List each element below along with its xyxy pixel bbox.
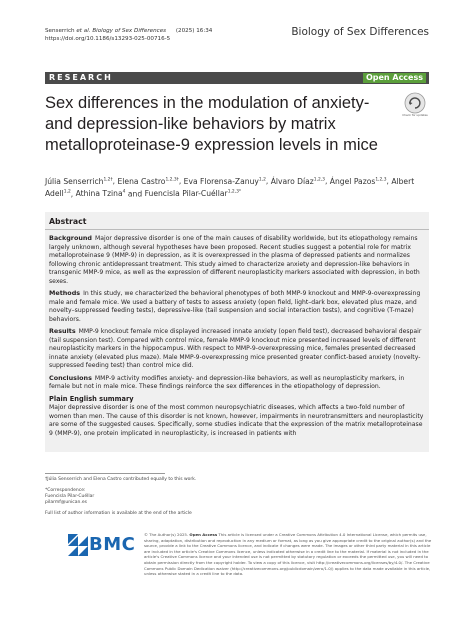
author-name-text: Ángel Pazos <box>329 176 376 186</box>
author-affiliation-sup: 1,2† <box>103 177 113 182</box>
license-text <box>144 532 432 577</box>
author-affiliation-sup: 1,2,3† <box>165 177 179 182</box>
footnotes <box>45 477 245 517</box>
check-for-updates-button[interactable] <box>402 92 428 117</box>
cite-et-al: et al. <box>76 28 91 34</box>
author-affiliation-sup: 1,2 <box>63 189 71 195</box>
correspondence-email[interactable]: pilarmf@unican.es <box>45 500 87 505</box>
article-type-label: RESEARCH <box>49 73 113 82</box>
correspondence-label: *Correspondence: <box>45 488 86 493</box>
author-name-text: Fuencisla Pilar-Cuéllar <box>144 189 228 199</box>
section-banner <box>45 72 429 84</box>
author-info-note: Full list of author information is available at the end of the article <box>45 511 192 516</box>
doi-link[interactable]: https://doi.org/10.1186/s13293-025-00716-5 <box>45 36 171 42</box>
license-body: This article is licensed under a Creative Commons Attribution 4.0 International License, which permits use, sharing, adaptation, distribution and reproduction in any medium or format, as long as you give appropriate credit to the original author(s) and the source, provide a link to the Creative Commons licence, and indicate if changes were made. The images or other third party material in this article are included in the article's Creative Commons licence, unless indicated otherwise in a credit line to the material. If material is not included in the article's Creative Commons licence and your intended use is not permitted by statutory regulation or exceeds the permitted use, you will need to obtain permission directly from the copyright holder. To view a copy of this licence, visit http://creativecommons.org/licenses/by/4.0/. The Creative Commons Public Domain Dedication waiver (http://creativecommons.org/publicdomain/zero/1.0/) applies to the data made available in this article, unless otherwise stated in a credit line to the data. <box>144 532 432 577</box>
equal-contribution-note: †Júlia Senserrich and Elena Castro contributed equally to this work. <box>45 477 197 482</box>
abstract-divider <box>45 229 429 230</box>
bmc-logo <box>68 531 136 559</box>
cite-year-volume: (2025) 16:34 <box>175 28 213 34</box>
cite-journal: Biology of Sex Differences <box>92 28 167 34</box>
citation-line <box>45 27 212 43</box>
plain-summary-heading: Plain English summary <box>49 394 134 403</box>
author-name <box>76 189 126 198</box>
author-name-text: Elena Castro <box>117 176 166 186</box>
journal-title: Biology of Sex Differences <box>291 26 429 38</box>
abstract-heading: Abstract <box>49 217 87 226</box>
author-name <box>271 177 325 186</box>
check-updates-label: Check for updates <box>402 113 428 117</box>
open-access-badge: Open Access <box>363 73 426 83</box>
copyright-line: © The Author(s) 2025. <box>144 532 189 537</box>
correspondence-name: Fuencisla Pilar-Cuéllar <box>45 494 95 499</box>
license-open-access: Open Access <box>189 532 218 537</box>
bmc-logo-text: BMC <box>89 534 136 555</box>
author-name <box>330 177 387 186</box>
author-name-text: Júlia Senserrich <box>45 176 104 186</box>
abstract-conclusions: Conclusions MMP-9 activity modifies anxiety- and depression-like behaviors, as well as neuroplasticity markers, in female but not in male mice. These findings reinforce the sex differences in the etiopathology of depression. <box>49 373 405 390</box>
author-list: Júlia Senserrich$^{1,2\dagger}$, Elena Castro$^{1,2,3\dagger}$, Eva Florensa-Zanuy$^{1,2}$, Álvaro Díaz$^{1,2,3}$, Ángel Pazos$^{1,2,3}$, Albert Adell$^{1,2}$, Athina Tzina$^4$ and Fuencisla Pilar-Cuéllar$^{1,2,3*}$ <box>45 176 415 199</box>
abstract-box <box>45 212 429 452</box>
bmc-logo-icon <box>68 534 88 556</box>
author-name <box>118 177 179 186</box>
author-name-text: Eva Florensa-Zanuy <box>183 176 259 186</box>
abstract-results: Results MMP-9 knockout female mice displayed increased innate anxiety (open field test), decreased behavioral despair (tail suspension test). Compared with control mice, female MMP-9 knockout mice presented increased levels of different neuroplasticity markers in the hippocampus. With respect to MMP-9-overexpressing mice, females presented decreased innate anxiety (elevated plus maze). Male MMP-9-overexpressing mice presented greater conflict-based anxiety (novelty-suppressed feeding test) than control mice did. <box>49 327 422 369</box>
author-affiliation-sup: 1,2,3 <box>313 177 325 182</box>
author-affiliation-sup: 1,2,3 <box>375 177 387 182</box>
footnote-divider <box>45 473 165 474</box>
author-name-text: Athina Tzina <box>75 189 123 199</box>
author-name-text: Albert Adell <box>45 176 415 199</box>
abstract-methods: Methods In this study, we characterized the behavioral phenotypes of both MMP-9 knockout and MMP-9-overexpressing male and female mice. We used a battery of tests to assess anxiety (open field, light–dark box, elevated plus maze, and novelty–suppressed feeding tests), depressive-like (tail suspension and social interaction tests), and cognitive (T-maze) behaviors. <box>49 289 421 323</box>
author-name <box>184 177 266 186</box>
author-affiliation-sup: 1,2,3* <box>227 189 242 195</box>
article-title: Sex differences in the modulation of anxiety- and depression-like behaviors by matrix metalloproteinase-9 expression levels in mice <box>45 94 378 154</box>
abstract-background: Background Major depressive disorder is one of the main causes of disability worldwide, but its etiopathology remains largely unknown, although several hypotheses have been proposed. Recent studies suggest a potential role for matrix metalloproteinase 9 (MMP-9) in depression, as it is overexpressed in the plasma of depressed patients and normalizes following chronic antidepressant treatment. This study aimed to characterize anxiety and depression-like behaviors in transgenic MMP-9 mice, as well as the expression of different neuroplasticity markers associated with depression, in both sexes. <box>49 234 420 285</box>
cite-authors: Senserrich <box>45 28 75 34</box>
author-affiliation-sup: 1,2 <box>258 177 266 182</box>
abstract-body <box>49 234 425 441</box>
check-updates-icon <box>404 92 426 114</box>
author-name-text: Álvaro Díaz <box>270 176 314 186</box>
author-name <box>145 189 242 198</box>
author-name <box>45 177 113 186</box>
author-affiliation-sup: 4 <box>122 189 126 195</box>
plain-summary-text: Major depressive disorder is one of the most common neuropsychiatric diseases, which affects a two-fold number of women than men. The cause of this disorder is not known, however, impairments in neurotransmitters and neuroplasticity are some of the suggested causes. Specifically, some studies indicate that the expression of the matrix metalloproteinase 9 (MMP-9), one protein implicated in neuroplasticity, is increased in patients with <box>49 404 424 437</box>
